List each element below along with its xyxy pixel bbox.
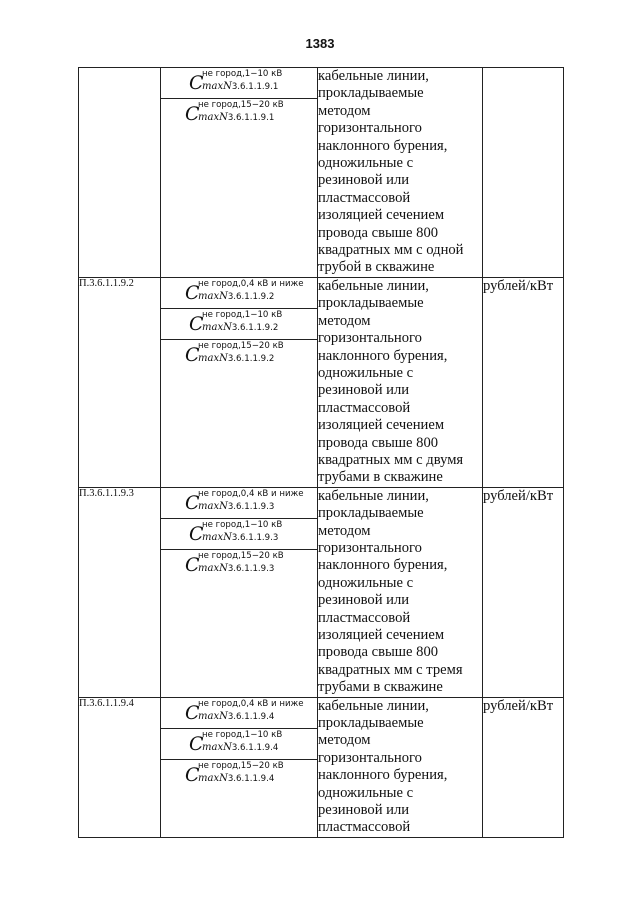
rate-symbol: C [189,522,204,545]
rate-formula [161,488,317,519]
rate-symbol: C [185,491,200,514]
description-line: провода свыше 800 [318,434,439,451]
formula-subscript: maxN3.6.1.1.9.2 [198,352,275,364]
description-line: одножильные с [318,364,414,381]
rate-formula [161,519,317,550]
formula-superscript: не город,15−20 кВ [198,760,284,771]
description-line: квадратных мм с двумя [318,451,464,468]
formula-superscript: не город,1−10 кВ [202,729,283,740]
formula-superscript: не город,0,4 кВ и ниже [198,278,304,289]
rate-formula [161,729,317,760]
description-line: одножильные с [318,784,414,801]
description-cell [318,277,483,487]
table-row [79,487,564,697]
description-line: кабельные линии, [318,697,429,714]
rate-symbol: C [185,103,200,125]
unit-cell [483,68,564,278]
row-code: П.3.6.1.1.9.3 [79,487,134,499]
description-line: провода свыше 800 [318,644,439,661]
formula-cell [161,697,318,837]
rate-formula [161,99,317,129]
description-line: одножильные с [318,155,414,172]
description-line: прокладываемые [318,505,424,522]
unit-label: рублей/кВт [483,697,554,714]
description-line: одножильные с [318,574,414,591]
description-cell [318,697,483,837]
row-code-cell [79,277,161,487]
rate-formula [161,698,317,729]
formula-superscript: не город,15−20 кВ [198,550,284,561]
rate-symbol: C [189,732,204,755]
rate-symbol: C [185,763,200,786]
description-line: пластмассовой [318,399,411,416]
description-line: методом [318,522,371,539]
rate-symbol: C [189,312,204,335]
formula-superscript: не город,0,4 кВ и ниже [198,698,304,709]
formula-subscript: maxN3.6.1.1.9.3 [198,500,275,512]
formula-subscript: maxN3.6.1.1.9.1 [198,112,275,123]
formula-superscript: не город,15−20 кВ [198,100,284,110]
unit-label: рублей/кВт [483,487,554,504]
page-number: 1383 [305,36,335,51]
description-line: изоляцией сечением [318,417,445,434]
table-row [79,277,564,487]
unit-label: рублей/кВт [483,277,554,294]
formula-cell [161,277,318,487]
formula-subscript: maxN3.6.1.1.9.4 [202,741,279,753]
description-line: изоляцией сечением [318,627,445,643]
row-code: П.3.6.1.1.9.2 [79,277,134,289]
rate-formula [161,550,317,580]
description-line: резиновой или [318,802,410,819]
rate-symbol: C [185,701,200,724]
unit-cell [483,487,564,697]
description-line: горизонтального [318,539,422,556]
row-code-cell [79,487,161,697]
table-row [79,68,564,278]
formula-subscript: maxN3.6.1.1.9.1 [202,81,279,92]
formula-subscript: maxN3.6.1.1.9.3 [202,531,279,543]
description-line: пластмассовой [318,189,411,206]
description-line: прокладываемые [318,715,424,732]
unit-cell [483,697,564,837]
description-line: трубой в скважине [318,259,435,276]
description-line: резиновой или [318,172,410,189]
description-line: наклонного бурения, [318,137,448,154]
row-code: П.3.6.1.1.9.4 [79,697,134,709]
formula-superscript: не город,1−10 кВ [202,69,283,79]
rate-symbol: C [185,281,200,304]
formula-subscript: maxN3.6.1.1.9.3 [198,562,275,574]
formula-cell [161,68,318,278]
rate-symbol: C [185,343,200,366]
description-line: трубами в скважине [318,679,443,696]
description-line: резиновой или [318,592,410,609]
description-line: наклонного бурения, [318,557,448,574]
formula-subscript: maxN3.6.1.1.9.4 [198,710,275,722]
description-line: горизонтального [318,749,422,766]
description-line: горизонтального [318,330,422,347]
formula-superscript: не город,15−20 кВ [198,340,284,351]
table-row [79,697,564,837]
row-code-cell [79,697,161,837]
formula-superscript: не город,1−10 кВ [202,309,283,320]
description-line: провода свыше 800 [318,224,439,241]
description-line: трубами в скважине [318,469,443,486]
description-cell [318,487,483,697]
description-line: кабельные линии, [318,277,429,294]
description-line: резиновой или [318,382,410,399]
formula-superscript: не город,0,4 кВ и ниже [198,488,304,499]
unit-cell [483,277,564,487]
formula-subscript: maxN3.6.1.1.9.2 [198,290,275,302]
description-line: горизонтального [318,120,422,137]
description-line: квадратных мм с тремя [318,661,463,678]
formula-subscript: maxN3.6.1.1.9.2 [202,321,279,333]
description-line: прокладываемые [318,85,424,102]
description-line: прокладываемые [318,295,424,312]
rate-formula [161,760,317,790]
description-line: наклонного бурения, [318,347,448,364]
rate-formula [161,309,317,340]
description-line: пластмассовой [318,819,411,836]
formula-superscript: не город,1−10 кВ [202,519,283,530]
description-line: кабельные линии, [318,68,429,84]
description-cell [318,68,483,278]
rate-symbol: C [185,553,200,576]
rate-formula [161,68,317,99]
formula-subscript: maxN3.6.1.1.9.4 [198,772,275,784]
description-line: пластмассовой [318,609,411,626]
tariff-table [78,67,564,838]
rate-symbol: C [189,72,204,94]
description-line: методом [318,312,371,329]
rate-formula [161,340,317,370]
row-code-cell [79,68,161,278]
description-line: наклонного бурения, [318,767,448,784]
description-line: кабельные линии, [318,487,429,504]
description-line: квадратных мм с одной [318,242,464,259]
description-line: методом [318,102,371,119]
rate-formula [161,278,317,309]
formula-cell [161,487,318,697]
description-line: методом [318,732,371,749]
description-line: изоляцией сечением [318,207,445,224]
